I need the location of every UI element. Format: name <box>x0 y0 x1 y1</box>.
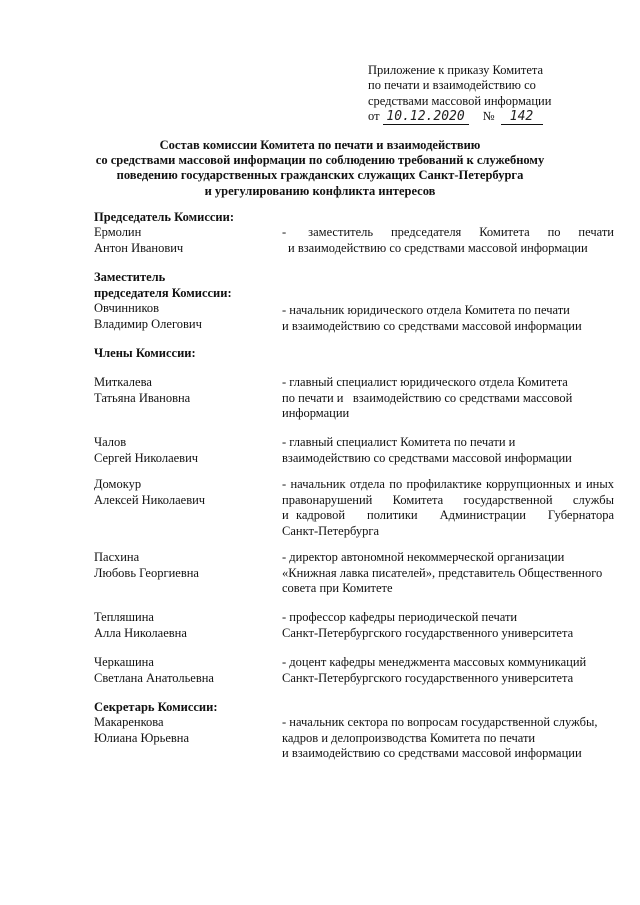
role-line: совета при Комитете <box>282 581 393 595</box>
given-names: Владимир Олегович <box>94 316 202 331</box>
heading-members: Члены Комиссии: <box>94 346 196 360</box>
surname: Миткалева <box>94 375 152 389</box>
role-line: и кадровой политики Администрации Губернатора <box>282 508 614 522</box>
surname: Макаренкова <box>94 715 164 729</box>
role-line: взаимодействию со средствами массовой информации <box>282 450 572 465</box>
given-names: Любовь Георгиевна <box>94 565 199 580</box>
surname: Тепляшина <box>94 610 154 624</box>
heading-secretary: Секретарь Комиссии: <box>94 700 218 714</box>
annex-line: средствами массовой информации <box>368 93 552 108</box>
annex-block <box>368 63 551 125</box>
person-role <box>282 715 614 762</box>
person-name <box>94 301 274 332</box>
surname: Пасхина <box>94 550 140 564</box>
heading-chair: Председатель Комиссии: <box>94 210 234 224</box>
role-line: информации <box>282 406 350 420</box>
role-line: - главный специалист юридического отдела Комитета <box>282 375 568 389</box>
given-names: Сергей Николаевич <box>94 450 199 465</box>
person-name <box>94 610 274 641</box>
annex-line: по печати и взаимодействию со <box>368 78 536 93</box>
person-role <box>282 550 614 597</box>
role-line: Санкт-Петербургского государственного университета <box>282 670 574 685</box>
given-names: Антон Иванович <box>94 240 184 255</box>
role-line: - доцент кафедры менеджмента массовых коммуникаций <box>282 655 587 669</box>
title-line: поведению государственных гражданских служащих Санкт-Петербурга <box>116 168 524 183</box>
person-role <box>282 610 614 641</box>
person-role <box>282 225 614 256</box>
role-line: по печати и взаимодействию со средствами массовой <box>282 390 573 405</box>
role-line: и взаимодействию со средствами массовой информации <box>288 240 588 255</box>
surname: Чалов <box>94 435 127 449</box>
role-line <box>282 225 614 241</box>
surname: Черкашина <box>94 655 154 669</box>
role-line: - начальник отдела по профилактике коррупционных и иных <box>282 477 614 491</box>
role-line: Санкт-Петербургского государственного университета <box>282 625 574 640</box>
person-role <box>282 477 614 539</box>
role-line: - профессор кафедры периодической печати <box>282 610 518 624</box>
title-line: со средствами массовой информации по соблюдению требований к служебному <box>95 153 545 168</box>
role-line: и взаимодействию со средствами массовой информации <box>282 746 582 760</box>
person-name <box>94 477 274 508</box>
heading-deputy: Заместитель <box>94 270 166 284</box>
heading-deputy: председателя Комиссии: <box>94 285 232 300</box>
person-name <box>94 715 274 746</box>
given-names: Алла Николаевна <box>94 625 187 640</box>
given-names: Татьяна Ивановна <box>94 390 191 405</box>
person-role <box>282 655 614 686</box>
person-role <box>282 303 614 334</box>
person-name <box>94 435 274 466</box>
given-names: Светлана Анатольевна <box>94 670 214 685</box>
role-dash: - <box>282 225 287 239</box>
annex-line: Приложение к приказу Комитета <box>368 63 544 77</box>
person-name <box>94 655 274 686</box>
given-names: Алексей Николаевич <box>94 492 206 507</box>
date-prefix: от <box>368 108 380 123</box>
role-line: и взаимодействию со средствами массовой информации <box>282 318 582 333</box>
role-line: - начальник юридического отдела Комитета по печати <box>282 303 570 317</box>
role-line: кадров и делопроизводства Комитета по печати <box>282 730 536 745</box>
person-name <box>94 550 274 581</box>
role-line: Санкт-Петербурга <box>282 523 380 538</box>
handwritten-date: 10.12.2020 <box>383 109 469 125</box>
title-line: Состав комиссии Комитета по печати и взаимодействию <box>159 138 481 152</box>
role-line: «Книжная лавка писателей», представитель Общественного <box>282 565 603 580</box>
title-line: и урегулированию конфликта интересов <box>204 183 436 198</box>
role-line: - директор автономной некоммерческой организации <box>282 550 565 564</box>
document-title <box>60 138 580 199</box>
person-name <box>94 375 274 406</box>
surname: Овчинников <box>94 301 160 315</box>
person-role <box>282 435 614 466</box>
role-line: правонарушений Комитета государственной службы <box>282 492 614 507</box>
surname: Домокур <box>94 477 142 491</box>
role-text: заместитель председателя Комитета по печати <box>308 225 614 239</box>
person-role <box>282 375 614 422</box>
role-line: - начальник сектора по вопросам государственной службы, <box>282 715 598 729</box>
surname: Ермолин <box>94 225 142 239</box>
person-name <box>94 225 274 256</box>
number-label: № <box>482 108 495 123</box>
role-line: - главный специалист Комитета по печати и <box>282 435 516 449</box>
handwritten-number: 142 <box>501 109 543 125</box>
given-names: Юлиана Юрьевна <box>94 730 190 745</box>
annex-date-line <box>368 109 551 125</box>
